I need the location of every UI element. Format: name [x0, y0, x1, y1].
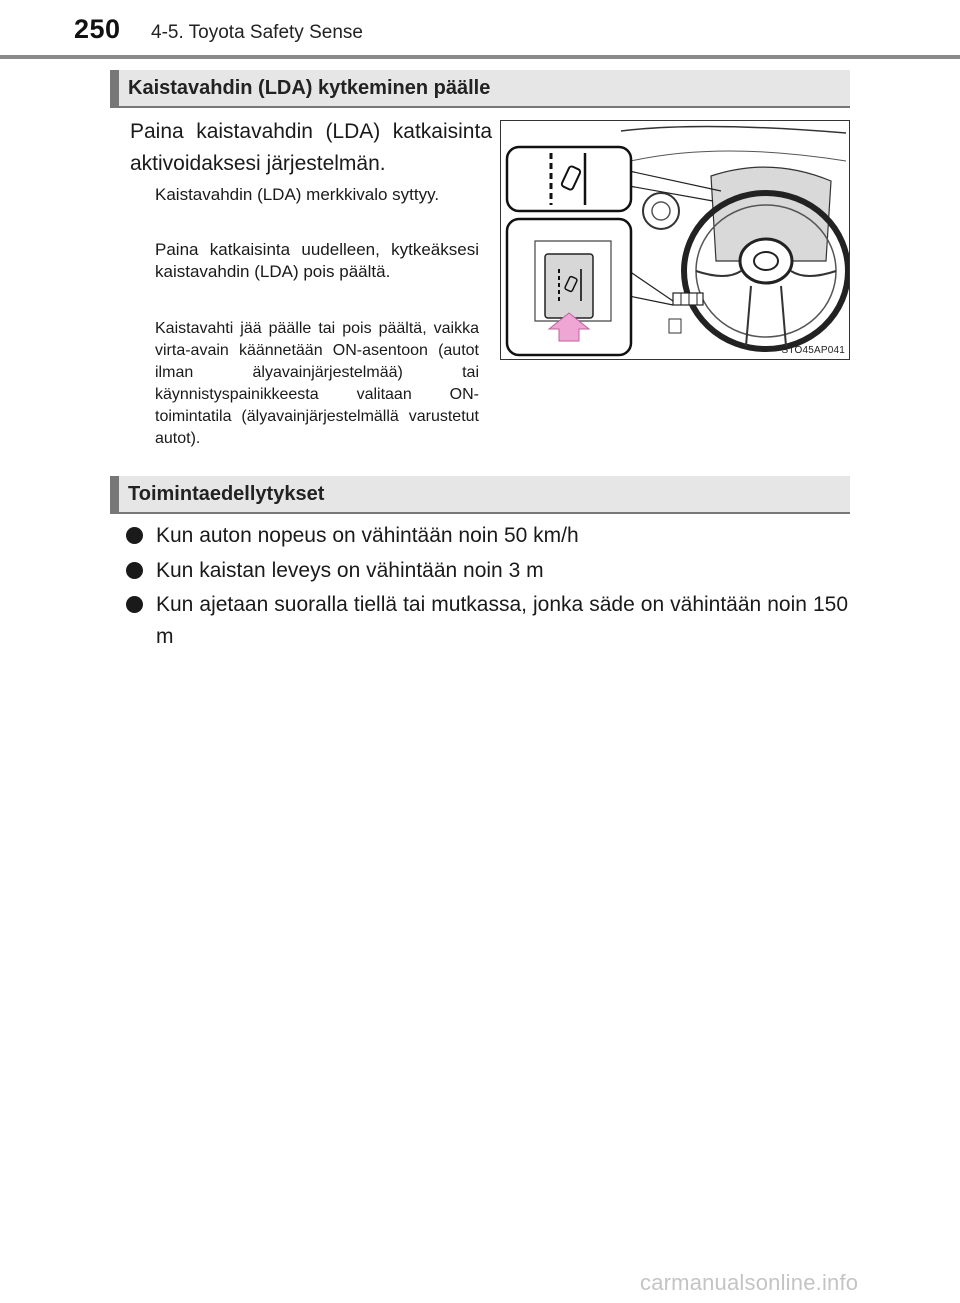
note-switch-off: Paina katkaisinta uudelleen, kytkeäksesi kaistavahdin (LDA) pois päältä. [155, 240, 479, 281]
bullet-icon [126, 562, 143, 579]
bullet-icon [126, 527, 143, 544]
list-item-text: Kun auton nopeus on vähintään noin 50 km/h [156, 524, 579, 547]
note-indicator-light: Kaistavahdin (LDA) merkkivalo syttyy. [155, 185, 440, 204]
section-heading-text: Toimintaedellytykset [128, 483, 325, 505]
list-item-text: Kun kaistan leveys on vähintään noin 3 m [156, 559, 544, 582]
section-heading-conditions [110, 476, 850, 514]
list-item-text: Kun ajetaan suoralla tiellä tai mutkassa, jonka säde on vähintään noin 150 m [156, 593, 848, 648]
section-heading-text: Kaistavahdin (LDA) kytkeminen päälle [128, 77, 491, 99]
section-name: 4-5. Toyota Safety Sense [151, 22, 363, 43]
header-rule [0, 55, 960, 59]
dashboard-drawing [501, 121, 850, 360]
instruction-text: Paina kaistavahdin (LDA) katkaisinta aktivoidaksesi järjestelmän. [130, 120, 492, 175]
note-memory: Kaistavahti jää päälle tai pois päältä, vaikka virta-avain käännetään ON-asentoon (autot ilman älyavainjärjestelmää) tai käynnistyspainikkeesta valitaan ON-toimintatila (älyavainjärjestelmällä varustetut autot). [155, 320, 479, 447]
section-heading-lda-on [110, 70, 850, 108]
figure-caption: STO45AP041 [781, 345, 845, 356]
watermark: carmanualsonline.info [640, 1270, 859, 1295]
dashboard-illustration [500, 120, 850, 360]
page-number: 250 [74, 14, 121, 44]
heading-accent-bar [110, 70, 119, 106]
heading-accent-bar [110, 476, 119, 512]
bullet-icon [126, 596, 143, 613]
